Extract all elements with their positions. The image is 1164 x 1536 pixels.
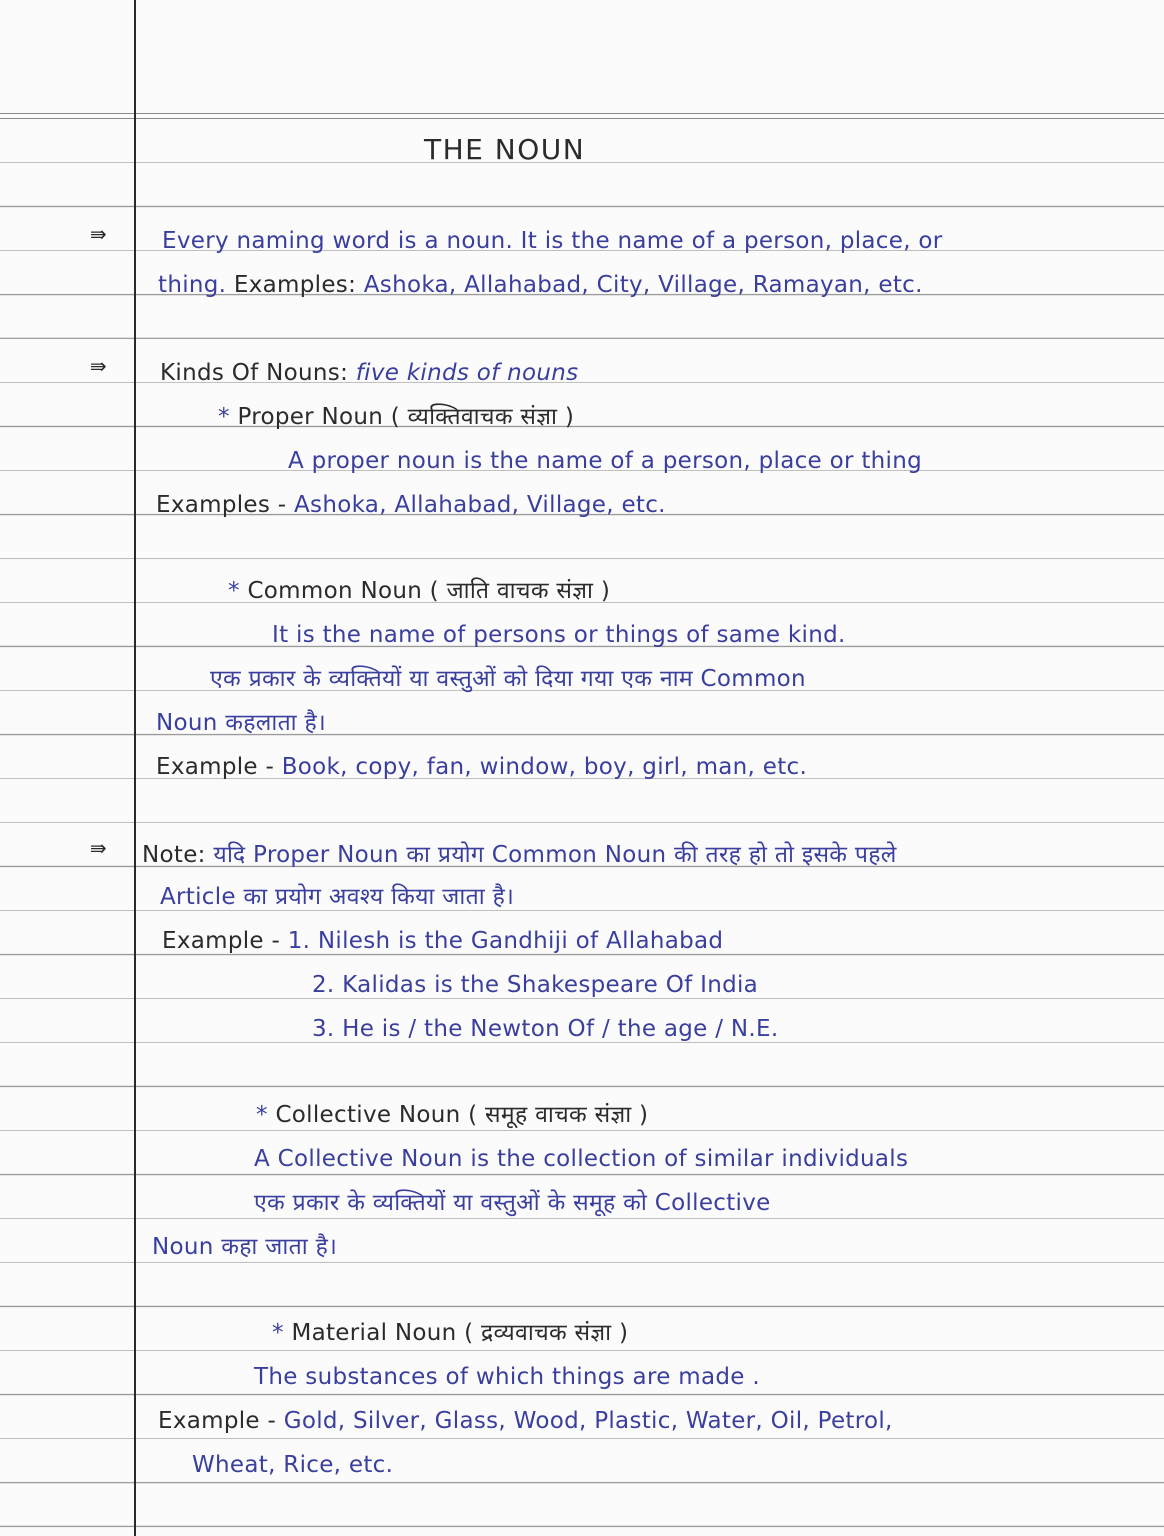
collective-noun-definition: A Collective Noun is the collection of similar individuals xyxy=(254,1146,909,1172)
examples-values: Ashoka, Allahabad, Village, etc. xyxy=(294,492,666,518)
material-noun-example-line-2: Wheat, Rice, etc. xyxy=(192,1452,394,1478)
collective-noun-heading xyxy=(256,1100,648,1130)
material-noun-heading-text: Material Noun ( द्रव्यवाचक संज्ञा ) xyxy=(291,1320,629,1346)
note-line-1 xyxy=(142,840,897,870)
note-line-2: Article का प्रयोग अवश्य किया जाता है। xyxy=(160,884,515,910)
common-noun-hindi-line-2: Noun कहलाता है। xyxy=(156,710,327,736)
example-values: Gold, Silver, Glass, Wood, Plastic, Water, Oil, Petrol, xyxy=(283,1408,893,1434)
asterisk-icon: * xyxy=(256,1102,268,1128)
margin-line xyxy=(134,0,136,1536)
proper-noun-definition: A proper noun is the name of a person, place or thing xyxy=(288,448,923,474)
material-noun-heading xyxy=(272,1318,628,1348)
material-noun-example-line-1 xyxy=(158,1406,893,1436)
proper-noun-examples xyxy=(156,490,666,520)
intro-thing: thing. xyxy=(158,272,227,298)
example-label: Example - xyxy=(156,754,275,780)
proper-noun-heading xyxy=(218,402,574,432)
asterisk-icon: * xyxy=(272,1320,284,1346)
note-text: यदि Proper Noun का प्रयोग Common Noun की तरह हो तो इसके पहले xyxy=(213,842,897,868)
common-noun-heading xyxy=(228,576,610,606)
note-example-2: 2. Kalidas is the Shakespeare Of India xyxy=(312,972,759,998)
intro-examples-label: Examples: xyxy=(233,272,357,298)
example-label: Example - xyxy=(158,1408,277,1434)
collective-noun-hindi-line-2: Noun कहा जाता है। xyxy=(152,1234,338,1260)
material-noun-definition: The substances of which things are made . xyxy=(254,1364,760,1390)
note-label: Note: xyxy=(142,842,206,868)
common-noun-example xyxy=(156,752,807,782)
header-rule-line xyxy=(0,118,1164,119)
arrow-bullet-icon: ⇛ xyxy=(90,836,107,860)
kinds-label: Kinds Of Nouns: xyxy=(160,360,349,386)
common-noun-hindi-line-1: एक प्रकार के व्यक्तियों या वस्तुओं को दिया गया एक नाम Common xyxy=(210,666,806,692)
asterisk-icon: * xyxy=(218,404,230,430)
common-noun-heading-text: Common Noun ( जाति वाचक संज्ञा ) xyxy=(247,578,611,604)
kinds-value: five kinds of nouns xyxy=(355,360,579,386)
collective-noun-hindi-line-1: एक प्रकार के व्यक्तियों या वस्तुओं के समूह को Collective xyxy=(254,1190,771,1216)
intro-line-2 xyxy=(158,270,923,300)
intro-line-1: Every naming word is a noun. It is the name of a person, place, or xyxy=(162,228,943,254)
note-example-3: 3. He is / the Newton Of / the age / N.E. xyxy=(312,1016,779,1042)
header-rule-line xyxy=(0,113,1164,114)
kinds-heading xyxy=(160,358,578,388)
example-item: 1. Nilesh is the Gandhiji of Allahabad xyxy=(287,928,724,954)
collective-noun-heading-text: Collective Noun ( समूह वाचक संज्ञा ) xyxy=(275,1102,649,1128)
intro-examples-values: Ashoka, Allahabad, City, Village, Ramayan, etc. xyxy=(363,272,923,298)
arrow-bullet-icon: ⇛ xyxy=(90,354,107,378)
common-noun-definition: It is the name of persons or things of same kind. xyxy=(272,622,846,648)
examples-label: Examples - xyxy=(156,492,287,518)
proper-noun-heading-text: Proper Noun ( व्यक्तिवाचक संज्ञा ) xyxy=(237,404,575,430)
example-values: Book, copy, fan, window, boy, girl, man, etc. xyxy=(281,754,808,780)
example-label: Example - xyxy=(162,928,281,954)
asterisk-icon: * xyxy=(228,578,240,604)
note-example-1 xyxy=(162,926,723,956)
arrow-bullet-icon: ⇛ xyxy=(90,222,107,246)
page-title: THE NOUN xyxy=(424,133,586,166)
